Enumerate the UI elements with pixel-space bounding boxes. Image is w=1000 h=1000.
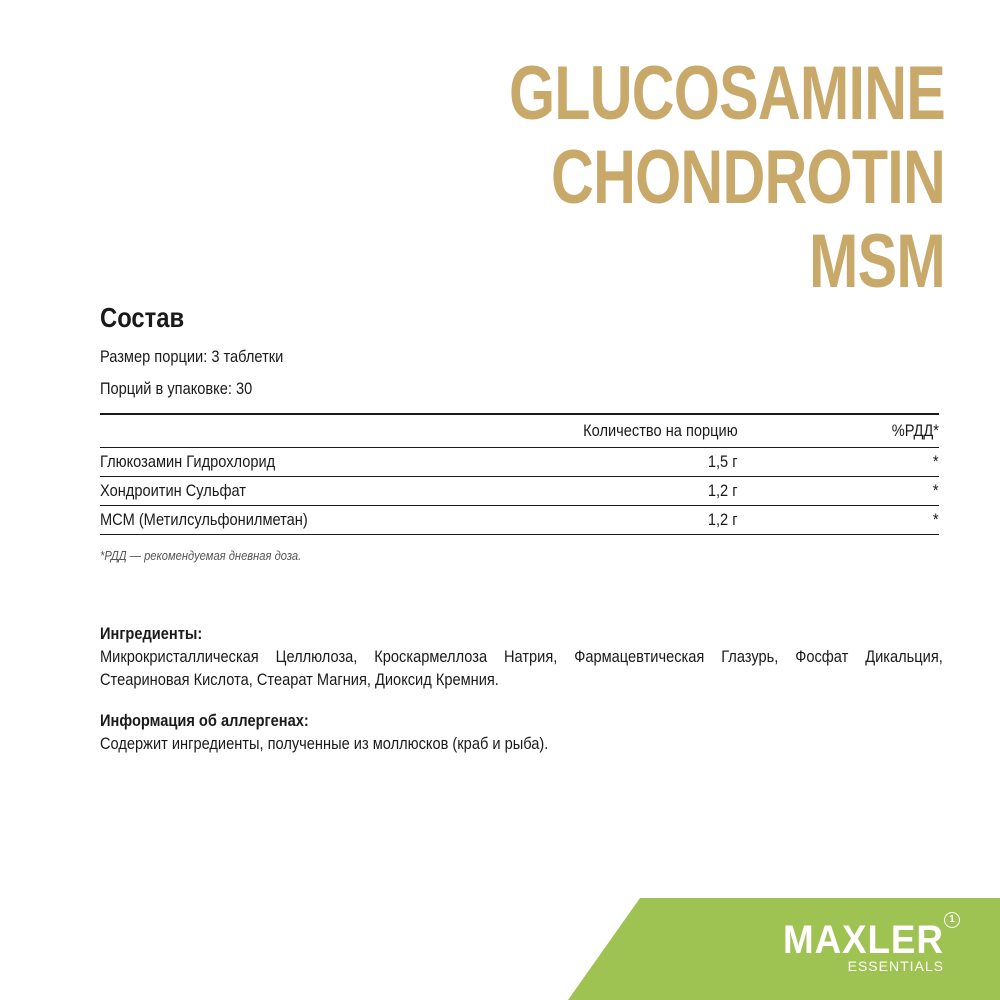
table-header-row <box>100 414 939 448</box>
servings-per-container: Порций в упаковке: 30 <box>100 379 253 398</box>
ingredient-name: Хондроитин Сульфат <box>100 477 520 506</box>
ingredient-name: МСМ (Метилсульфонилметан) <box>100 506 520 535</box>
ingredient-rdd: * <box>738 477 939 506</box>
allergen-heading: Информация об аллергенах: <box>100 711 309 730</box>
product-title-line-2: CHONDROTIN <box>551 135 945 220</box>
brand-logo: MAXLER <box>783 918 944 962</box>
brand-registered-icon: 1 <box>944 912 960 928</box>
ingredient-amount: 1,2 г <box>520 477 738 506</box>
table-row <box>100 506 939 535</box>
brand-subline: ESSENTIALS <box>847 958 944 974</box>
ingredients-text: Микрокристаллическая Целлюлоза, Кроскармеллоза Натрия, Фармацевтическая Глазурь, Фосфат Дикальция, Стеариновая Кислота, Стеарат Магния, Диоксид Кремния. <box>100 647 943 689</box>
product-title <box>509 52 945 304</box>
ingredient-rdd: * <box>738 448 939 477</box>
allergen-text: Содержит ингредиенты, полученные из моллюсков (краб и рыба). <box>100 734 549 753</box>
ingredient-rdd: * <box>738 506 939 535</box>
table-row <box>100 477 939 506</box>
table-header-amount: Количество на порцию <box>520 414 738 448</box>
table-header-name <box>100 414 520 448</box>
product-title-line-1: GLUCOSAMINE <box>508 51 945 136</box>
table-row <box>100 448 939 477</box>
rdd-footnote: *РДД — рекомендуемая дневная доза. <box>100 548 302 563</box>
ingredient-amount: 1,5 г <box>520 448 738 477</box>
product-title-line-3: MSM <box>809 219 945 304</box>
serving-size: Размер порции: 3 таблетки <box>100 347 284 366</box>
nutrition-table <box>100 413 939 535</box>
ingredients-heading: Ингредиенты: <box>100 624 203 643</box>
table-header-rdd: %РДД* <box>738 414 939 448</box>
composition-heading: Состав <box>100 302 185 333</box>
ingredient-name: Глюкозамин Гидрохлорид <box>100 448 520 477</box>
ingredient-amount: 1,2 г <box>520 506 738 535</box>
